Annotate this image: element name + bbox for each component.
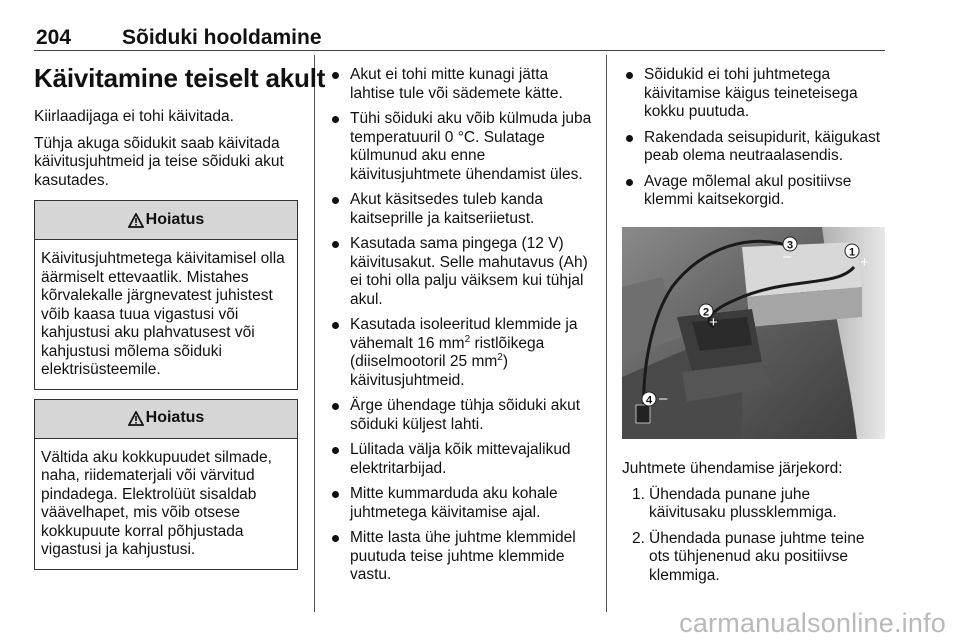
figure-label-1: 1 <box>848 246 856 258</box>
step-number: 1. <box>632 485 645 503</box>
minus-sign: – <box>783 247 792 265</box>
warning-triangle-icon <box>128 411 144 426</box>
warning-header <box>35 201 297 240</box>
plus-sign: + <box>709 313 718 331</box>
list-item <box>622 530 888 586</box>
list-item: Rakendada seisupidurit, käigukast peab olema neutraalasendis. <box>622 129 888 166</box>
list-item: Kasutada sama pingega (12 V) käivitusakut. Selle mahutavus (Ah) ei tohi olla palju väiksem kui tühjal akul. <box>328 235 594 309</box>
list-item-text: Kasutada isoleeritud klemmide ja vähemalt 16 mm <box>350 316 578 352</box>
warning-label: Hoiatus <box>145 210 205 228</box>
figure-label-2: 2 <box>702 306 710 318</box>
list-item: Lülitada välja kõik mittevajalikud elektritarbijad. <box>328 441 594 478</box>
step-text: Ühendada punane juhe käivitusaku plussklemmiga. <box>649 485 837 521</box>
list-item <box>328 316 594 390</box>
list-item: Akut ei tohi mitte kunagi jätta lahtise tule või sädemete kätte. <box>328 66 594 103</box>
column-divider-1 <box>314 55 315 612</box>
warning-text: Vältida aku kokkupuudet silmade, naha, riidematerjali või värvitud pindadega. Elektrolüüt sisaldab väävelhapet, mis võib otsese kokkupuute korral põhjustada vigastusi ja kahjustusi. <box>41 448 272 558</box>
list-item: Ärge ühendage tühja sõiduki akut sõiduki küljest lahti. <box>328 397 594 434</box>
page-title: Käivitamine teiselt akult <box>34 63 326 93</box>
battery-connection-figure <box>622 227 885 439</box>
list-item: Mitte lasta ühe juhtme klemmidel puutuda teise juhtme klemmide vastu. <box>328 529 594 585</box>
list-item: Tühi sõiduki aku võib külmuda juba temperatuuril 0 °C. Sulatage külmunud aku enne käivitusjuhtmete ühendamist üles. <box>328 110 594 184</box>
connection-steps <box>622 486 888 586</box>
step-text: Ühendada punase juhtme teine ots tühjenenud aku positiivse klemmiga. <box>649 529 865 584</box>
plus-sign: + <box>860 253 869 271</box>
list-item: Avage mõlemal akul positiivse klemmi kaitsekorgid. <box>622 173 888 210</box>
step-number: 2. <box>632 529 645 547</box>
figure-label-4: 4 <box>645 394 653 406</box>
list-item <box>622 486 888 523</box>
watermark: carmanualsonline.info <box>679 608 946 638</box>
intro-paragraph-2: Tühja akuga sõidukit saab käivitada käivitusjuhtmeid ja teise sõiduki akut kasutades. <box>34 134 284 189</box>
list-item-text: ) käivitusjuhtmeid. <box>350 353 509 389</box>
safety-list <box>328 66 594 585</box>
superscript: 2 <box>464 333 471 345</box>
warning-text: Käivitusjuhtmetega käivitamisel olla äärmiselt ettevaatlik. Mistahes kõrvalekalle järgnevatest juhistest võib kaasa tuua vigastusi või kahjustusi aku plahvatusest või kahjustusi mõlema sõiduki elektrisüsteemile. <box>41 250 285 378</box>
page-number: 204 <box>36 26 72 49</box>
section-title: Sõiduki hooldamine <box>122 26 322 49</box>
list-item: Akut käsitsedes tuleb kanda kaitseprille ja kaitseriietust. <box>328 191 594 228</box>
figure-label-3: 3 <box>786 239 794 251</box>
list-item: Sõidukid ei tohi juhtmetega käivitamise käigus teineteisega kokku puutuda. <box>622 66 888 122</box>
ground-clamp <box>636 405 650 423</box>
column-2 <box>328 66 594 592</box>
column-divider-2 <box>606 55 607 612</box>
header-rule <box>34 50 885 51</box>
list-item: Mitte kummarduda aku kohale juhtmetega käivitamise ajal. <box>328 485 594 522</box>
warning-box-2 <box>34 399 298 570</box>
page-header <box>36 26 322 50</box>
column-3 <box>622 66 888 592</box>
warning-label: Hoiatus <box>145 409 205 427</box>
list-item-text: ristlõikega (diiselmootoril 25 mm <box>350 334 545 370</box>
minus-sign: – <box>659 389 668 407</box>
preparation-list <box>622 66 888 210</box>
warning-triangle-icon <box>128 213 144 228</box>
intro-paragraph-1: Kiirlaadijaga ei tohi käivitada. <box>34 108 234 125</box>
warning-box-1 <box>34 200 298 390</box>
superscript: 2 <box>497 351 503 363</box>
warning-header <box>35 400 297 439</box>
connection-order-heading: Juhtmete ühendamise järjekord: <box>622 460 843 477</box>
column-1 <box>34 58 326 570</box>
